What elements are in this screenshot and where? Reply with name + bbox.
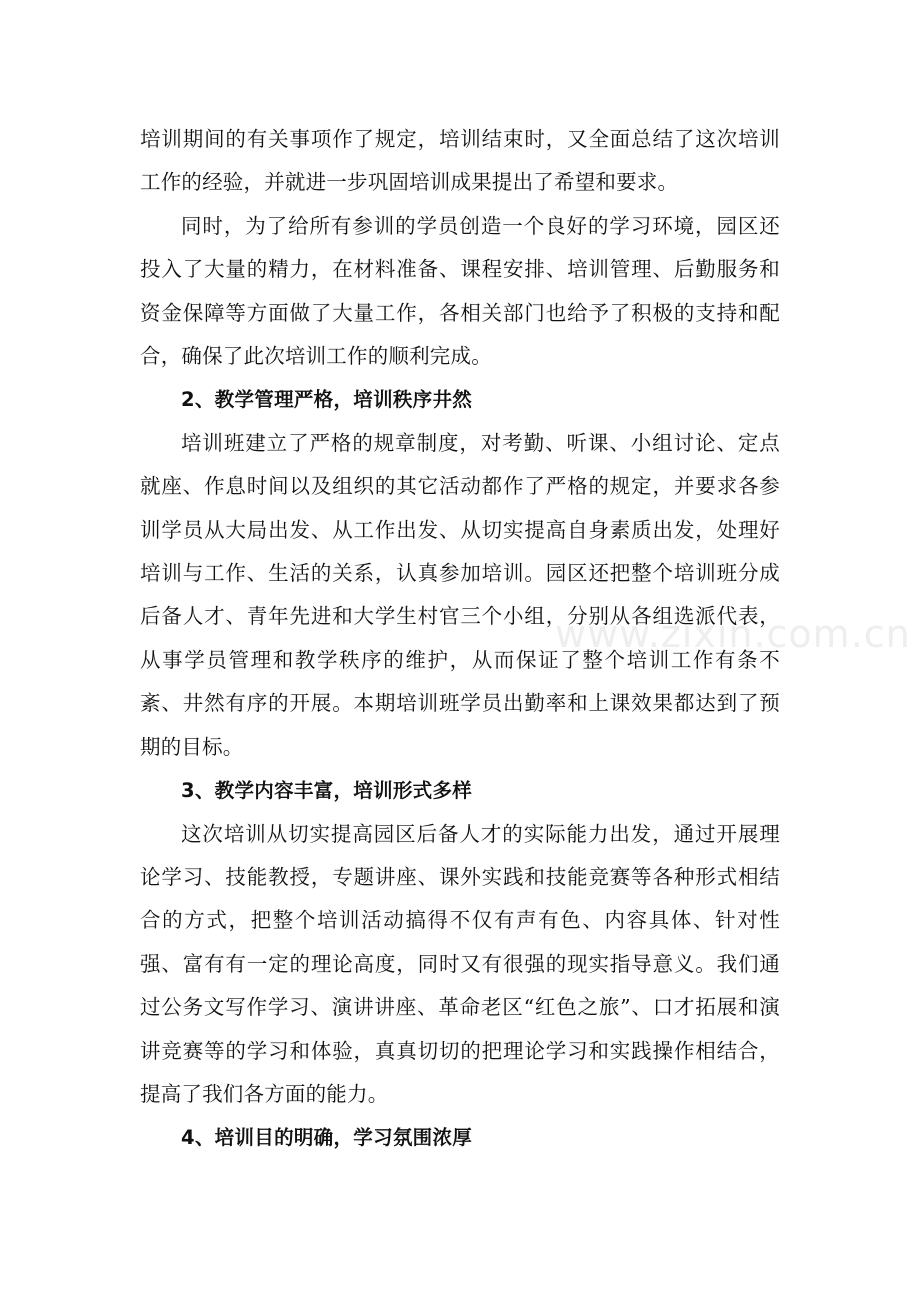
document-page bbox=[140, 118, 780, 1160]
section-heading-4: 4、培训目的明确，学习氛围浓厚 bbox=[181, 1126, 473, 1150]
section-heading-3: 3、教学内容丰富，培训形式多样 bbox=[181, 779, 473, 803]
paragraph-learning-environment: 同时，为了给所有参训的学员创造一个良好的学习环境，园区还投入了大量的精力，在材料准备、课程安排、培训管理、后勤服务和资金保障等方面做了大量工作，各相关部门也给予了积极的支持和配合，确保了此次培训工作的顺利完成。 bbox=[140, 213, 780, 369]
paragraph-teaching-content: 这次培训从切实提高园区后备人才的实际能力出发，通过开展理论学习、技能教授，专题讲座、课外实践和技能竞赛等各种形式相结合的方式，把整个培训活动搞得不仅有声有色、内容具体、针对性强、富有有一定的理论高度，同时又有很强的现实指导意义。我们通过公务文写作学习、演讲讲座、革命老区“红色之旅”、口才拓展和演讲竞赛等的学习和体验，真真切切的把理论学习和实践操作相结合，提高了我们各方面的能力。 bbox=[140, 821, 780, 1106]
watermark-text: www.zixin.com.cn bbox=[555, 612, 911, 656]
section-heading-2: 2、教学管理严格，培训秩序井然 bbox=[181, 388, 473, 412]
paragraph-teaching-management: 培训班建立了严格的规章制度，对考勤、听课、小组讨论、定点就座、作息时间以及组织的其它活动都作了严格的规定，并要求各参训学员从大局出发、从工作出发、从切实提高自身素质出发，处理好培训与工作、生活的关系，认真参加培训。园区还把整个培训班分成后备人才、青年先进和大学生村官三个小组，分别从各组选派代表，从事学员管理和教学秩序的维护，从而保证了整个培训工作有条不紊、井然有序的开展。本期培训班学员出勤率和上课效果都达到了预期的目标。 bbox=[140, 430, 780, 759]
paragraph-training-summary: 培训期间的有关事项作了规定，培训结束时，又全面总结了这次培训工作的经验，并就进一步巩固培训成果提出了希望和要求。 bbox=[140, 127, 780, 195]
